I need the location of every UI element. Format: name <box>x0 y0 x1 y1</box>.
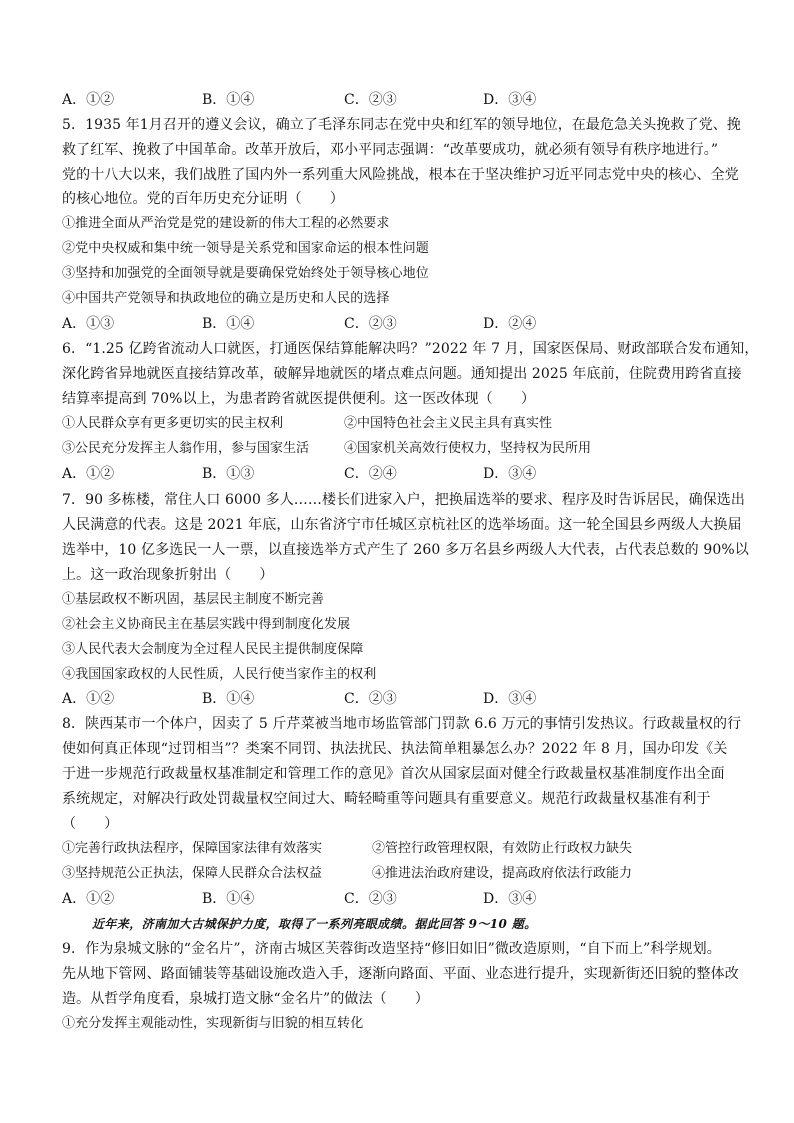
q5-option-d: D．②④ <box>483 316 537 332</box>
q8-statement: ③坚持规范公正执法，保障人民群众合法权益 <box>62 866 323 881</box>
q4-option-c: C．②③ <box>344 92 397 108</box>
q5-stem-line: 党的十八大以来，我们战胜了国内外一系列重大风险挑战，根本在于坚决维护习近平同志党中央的核心、全党 <box>62 167 739 183</box>
q7-statement: ①基层政权不断巩固，基层民主制度不断完善 <box>62 592 325 607</box>
q4-option-b: B．①④ <box>202 92 255 108</box>
q7-statement: ②社会主义协商民主在基层实践中得到制度化发展 <box>62 617 351 632</box>
q8-stem-line: 系统规定，对解决行政处罚裁量权空间过大、畸轻畸重等问题具有重要意义。规范行政裁量权基准有利于 <box>62 791 711 807</box>
q5-stem-line: 的核心地位。党的百年历史充分证明（ ） <box>62 191 344 207</box>
q9-stem-line: 9．作为泉城文脉的“金名片”，济南古城区芙蓉街改造坚持“修旧如旧”微改造原则，“自下而上”科学规划。 <box>62 941 721 957</box>
q6-option-d: D．③④ <box>483 466 537 482</box>
q5-stem-line: 5．1935 年1月召开的遵义会议，确立了毛泽东同志在党中央和红军的领导地位，在最危急关头挽救了党、挽 <box>62 117 741 133</box>
q6-stem-line: 深化跨省异地就医直接结算改革，破解异地就医的堵点难点问题。通知提出 2025 年底前，住院费用跨省直接 <box>62 366 742 382</box>
q7-stem-line: 人民满意的代表。这是 2021 年底，山东省济宁市任城区京杭社区的选举场面。这一轮全国县乡两级人大换届 <box>62 517 742 533</box>
q5-option-a: A．①③ <box>62 316 115 332</box>
q7-statement: ③人民代表大会制度为全过程人民民主提供制度保障 <box>62 642 364 657</box>
q5-stem-line: 救了红军、挽救了中国革命。改革开放后，邓小平同志强调：“改革要成功，就必须有领导有秩序地进行。” <box>62 142 719 158</box>
q6-stem-line: 6．“1.25 亿跨省流动人口就医，打通医保结算能解决吗？”2022 年 7 月，国家医保局、财政部联合发布通知， <box>62 341 759 357</box>
q5-statement: ②党中央权威和集中统一领导是关系党和国家命运的根本性问题 <box>62 241 429 256</box>
q6-option-b: B．①③ <box>202 466 255 482</box>
section-intro: 近年来，济南加大古城保护力度，取得了一系列亮眼成绩。据此回答 9～10 题。 <box>92 917 537 931</box>
q9-stem-line: 先从地下管网、路面铺装等基础设施改造入手，逐渐向路面、平面、业态进行提升，实现新街还旧貌的整体改 <box>62 966 739 982</box>
q5-option-b: B．①④ <box>202 316 255 332</box>
q7-stem-line: 7．90 多栋楼，常住人口 6000 多人……楼长们进家入户，把换届选举的要求、程序及时告诉居民，确保选出 <box>62 492 745 508</box>
q7-statement: ④我国国家政权的人民性质，人民行使当家作主的权利 <box>62 667 377 682</box>
q6-statement: ③公民充分发挥主人翁作用，参与国家生活 <box>62 441 310 456</box>
q7-option-c: C．②③ <box>344 691 397 707</box>
q6-stem-line: 结算率提高到 70%以上，为患者跨省就医提供便利。这一医改体现（ ） <box>62 391 536 407</box>
q8-stem-line: 使如何真正体现“过罚相当”？类案不同罚、执法扰民、执法简单粗暴怎么办？2022 年 8 月，国办印发《关 <box>62 741 728 757</box>
q8-statement: ④推进法治政府建设，提高政府依法行政能力 <box>372 866 633 881</box>
q6-statement: ②中国特色社会主义民主具有真实性 <box>344 416 553 431</box>
q8-stem-line: （ ） <box>62 816 119 832</box>
q8-stem-line: 8．陕西某市一个体户，因卖了 5 斤芹菜被当地市场监管部门罚款 6.6 万元的事情引发热议。行政裁量权的行 <box>62 716 742 732</box>
q4-option-d: D．③④ <box>483 92 537 108</box>
q8-statement: ①完善行政执法程序，保障国家法律有效落实 <box>62 841 323 856</box>
q6-statement: ④国家机关高效行使权力，坚持权为民所用 <box>344 441 592 456</box>
q6-option-c: C．②④ <box>344 466 397 482</box>
q9-stem-line: 造。从哲学角度看，泉城打造文脉“金名片”的做法（ ） <box>62 991 430 1007</box>
q7-stem-line: 选举中，10 亿多选民一人一票，以直接选举方式产生了 260 多万名县乡两级人大代表，占代表总数的 90%以 <box>62 542 749 558</box>
q7-option-b: B．①④ <box>202 691 255 707</box>
q6-statement: ①人民群众享有更多更切实的民主权利 <box>62 416 284 431</box>
q6-option-a: A．①② <box>62 466 115 482</box>
q8-stem-line: 于进一步规范行政裁量权基准制定和管理工作的意见》首次从国家层面对健全行政裁量权基准制度作出全面 <box>62 766 725 782</box>
q4-option-a: A．①② <box>62 92 115 108</box>
q8-option-c: C．②③ <box>344 891 397 907</box>
q8-statement: ②管控行政管理权限，有效防止行政权力缺失 <box>372 841 633 856</box>
q8-option-d: D．③④ <box>483 891 537 907</box>
q5-statement: ④中国共产党领导和执政地位的确立是历史和人民的选择 <box>62 291 390 306</box>
q5-option-c: C．②③ <box>344 316 397 332</box>
q9-statement: ①充分发挥主观能动性，实现新街与旧貌的相互转化 <box>62 1016 364 1031</box>
q8-option-a: A．①② <box>62 891 115 907</box>
q7-option-d: D．③④ <box>483 691 537 707</box>
q5-statement: ①推进全面从严治党是党的建设新的伟大工程的必然要求 <box>62 216 390 231</box>
q8-option-b: B．①④ <box>202 891 255 907</box>
q7-option-a: A．①② <box>62 691 115 707</box>
q5-statement: ③坚持和加强党的全面领导就是要确保党始终处于领导核心地位 <box>62 266 429 281</box>
q7-stem-line: 上。这一政治现象折射出（ ） <box>62 567 274 583</box>
